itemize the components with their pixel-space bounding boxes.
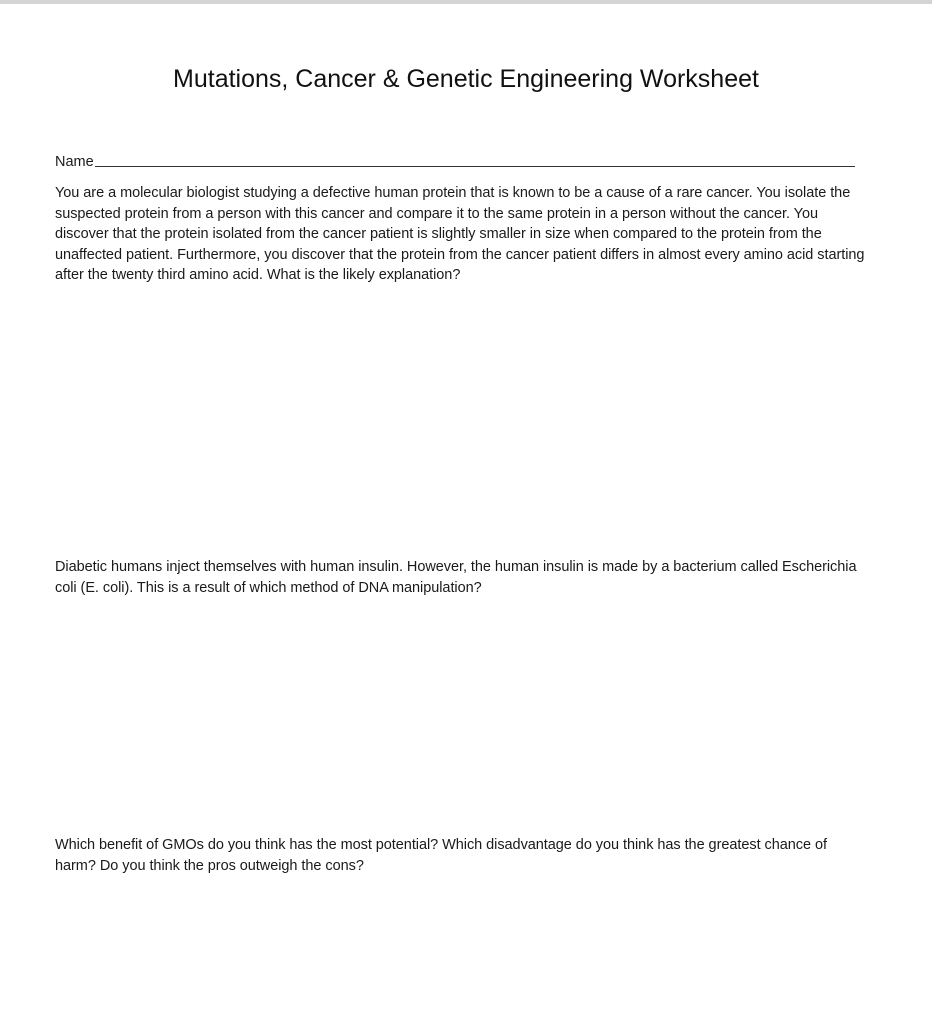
question-2: Diabetic humans inject themselves with human insulin. However, the human insulin is made by a bacterium called Escherichia coli (E. coli). This is a result of which method of DNA manipulation? [55,559,857,596]
name-blank-line[interactable] [95,152,855,167]
name-field-row [55,148,855,170]
page-title: Mutations, Cancer & Genetic Engineering Worksheet [173,65,759,93]
question-1: You are a molecular biologist studying a defective human protein that is known to be a cause of a rare cancer. You isolate the suspected protein from a person with this cancer and compare it to the same protein in a person without the cancer. You discover that the protein isolated from the cancer patient is slightly smaller in size when compared to the protein from the unaffected patient. Furthermore, you discover that the protein from the cancer patient differs in almost every amino acid starting after the twenty third amino acid. What is the likely explanation? [55,185,865,283]
name-label: Name [55,154,94,170]
question-3: Which benefit of GMOs do you think has the most potential? Which disadvantage do you think has the greatest chance of harm? Do you think the pros outweigh the cons? [55,837,827,874]
top-border [0,0,932,4]
